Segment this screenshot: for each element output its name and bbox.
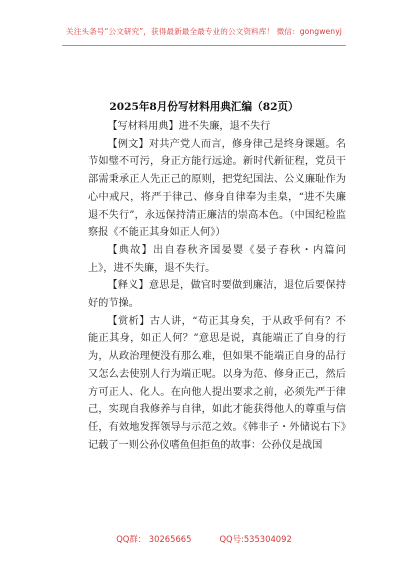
footer-qq-group: QQ群： 30265665 — [116, 534, 192, 544]
document-body — [88, 118, 346, 454]
paragraph-example: 【例文】对共产党人而言，修身律己是终身课题。名节如璧不可污，身正方能行远途。新时代新征程，党员干部需秉承正人先正己的原则，把党纪国法、公义廉耻作为心中戒尺，将严于律己、修身自律奉为圭臬，“进不失廉退不失行”，永远保持清正廉洁的崇高本色。（中国纪检监察报《不能正其身如正人何》） — [88, 138, 346, 239]
document-title: 2025年8月份写材料用典汇编（82页） — [109, 101, 299, 113]
header-promo-note: 关注头条号“公文研究”，获得最新最全最专业的公文资料库！ 微信：gongwenyj — [66, 27, 342, 36]
footer-qq-number: QQ号:535304092 — [219, 534, 292, 544]
header-divider — [62, 45, 346, 46]
paragraph-source: 【典故】出自春秋齐国晏婴《晏子春秋・内篇问上》，进不失廉，退不失行。 — [88, 244, 346, 274]
footer-contact — [0, 533, 408, 545]
paragraph-heading: 【写材料用典】进不失廉，退不失行 — [107, 121, 271, 132]
paragraph-meaning: 【释义】意思是，做官时要做到廉洁，退位后要保持好的节操。 — [88, 280, 346, 310]
paragraph-appreciation: 【赏析】古人讲，“苟正其身矣，于从政乎何有？不能正其身，如正人何？”意思是说，真能端正了自身的行为，从政治理便没有那么难，但如果不能端正自身的品行又怎么去使别人行为端正呢。以身为范、修身正己，然后方可正人、化人。在向他人提出要求之前，必须先严于律己，实现自我修养与自律，如此才能获得他人的尊重与信任，有效地发挥领导与示范之效。《韩非子・外储说右下》记载了一则公孙仪嗜鱼但拒鱼的故事：公孙仪是战国 — [88, 315, 346, 451]
